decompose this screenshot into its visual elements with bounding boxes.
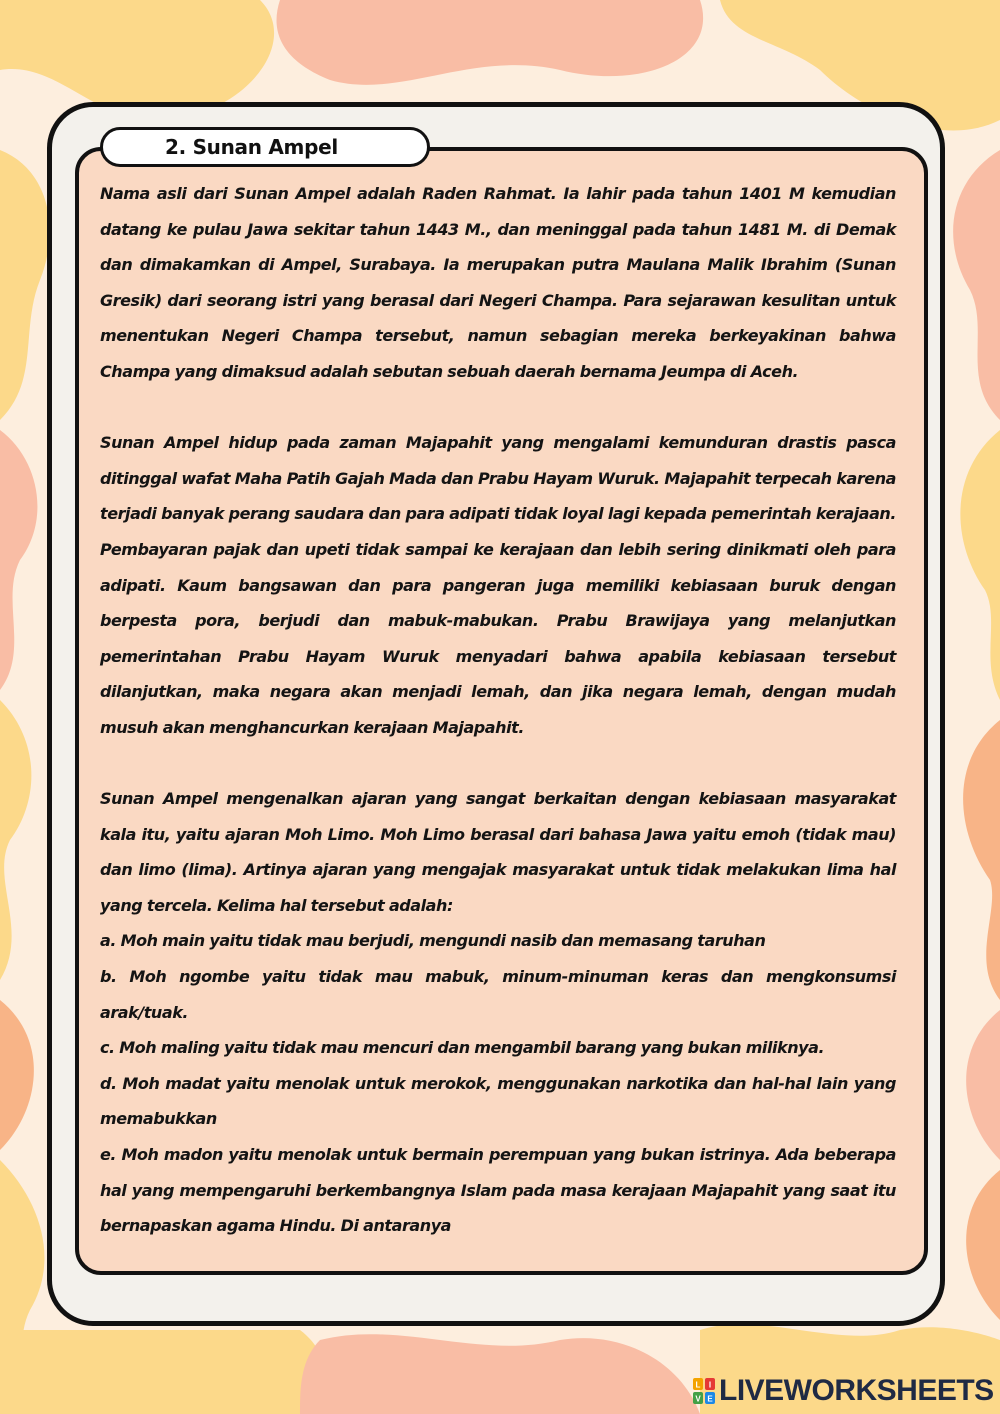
list-item-c: c. Moh maling yaitu tidak mau mencuri dan mengambil barang yang bukan miliknya. <box>100 1038 825 1058</box>
list-item-d: d. Moh madat yaitu menolak untuk merokok, menggunakan narkotika dan hal-hal lain yang memabukkan <box>100 1073 896 1129</box>
liveworksheets-logo-icon <box>693 1378 715 1404</box>
section-title-tab <box>100 127 430 167</box>
logo-letter: L <box>695 1380 701 1390</box>
liveworksheets-brand[interactable] <box>693 1374 994 1408</box>
logo-letter: V <box>695 1394 701 1404</box>
article-body <box>100 176 896 1244</box>
list-item-a: a. Moh main yaitu tidak mau berjudi, mengundi nasib dan memasang taruhan <box>100 931 766 951</box>
paragraph-2: Sunan Ampel hidup pada zaman Majapahit yang mengalami kemunduran drastis pasca ditinggal wafat Maha Patih Gajah Mada dan Prabu Hayam Wuruk. Majapahit terpecah karena terjadi banyak perang saudara dan para adipati tidak loyal lagi kepada pemerintah kerajaan. Pembayaran pajak dan upeti tidak sampai ke kerajaan dan lebih sering dinikmati oleh para adipati. Kaum bangsawan dan para pangeran juga memiliki kebiasaan buruk dengan berpesta pora, berjudi dan mabuk-mabukan. Prabu Brawijaya yang melanjutkan pemerintahan Prabu Hayam Wuruk menyadari bahwa apabila kebiasaan tersebut dilanjutkan, maka negara akan menjadi lemah, dan jika negara lemah, dengan mudah musuh akan menghancurkan kerajaan Majapahit. <box>100 433 896 737</box>
paragraph-1: Nama asli dari Sunan Ampel adalah Raden Rahmat. Ia lahir pada tahun 1401 M kemudian datang ke pulau Jawa sekitar tahun 1443 M., dan meninggal pada tahun 1481 M. di Demak dan dimakamkan di Ampel, Surabaya. Ia merupakan putra Maulana Malik Ibrahim (Sunan Gresik) dari seorang istri yang berasal dari Negeri Champa. Para sejarawan kesulitan untuk menentukan Negeri Champa tersebut, namun sebagian mereka berkeyakinan bahwa Champa yang dimaksud adalah sebutan sebuah daerah bernama Jeumpa di Aceh. <box>100 184 896 381</box>
paragraph-3: Sunan Ampel mengenalkan ajaran yang sangat berkaitan dengan kebiasaan masyarakat kala itu, yaitu ajaran Moh Limo. Moh Limo berasal dari bahasa Jawa yaitu emoh (tidak mau) dan limo (lima). Artinya ajaran yang mengajak masyarakat untuk tidak melakukan lima hal yang tercela. Kelima hal tersebut adalah: <box>100 789 896 915</box>
list-item-b: b. Moh ngombe yaitu tidak mau mabuk, minum-minuman keras dan mengkonsumsi arak/tuak. <box>100 967 896 1022</box>
logo-letter: E <box>707 1394 713 1404</box>
section-title: 2. Sunan Ampel <box>165 135 338 159</box>
brand-name: LIVEWORKSHEETS <box>719 1374 994 1407</box>
list-item-e: e. Moh madon yaitu menolak untuk bermain perempuan yang bukan istrinya. Ada beberapa hal yang mempengaruhi berkembangnya Islam pada masa kerajaan Majapahit yang saat itu bernapaskan agama Hindu. Di antaranya <box>100 1145 896 1236</box>
logo-letter: I <box>708 1380 712 1390</box>
